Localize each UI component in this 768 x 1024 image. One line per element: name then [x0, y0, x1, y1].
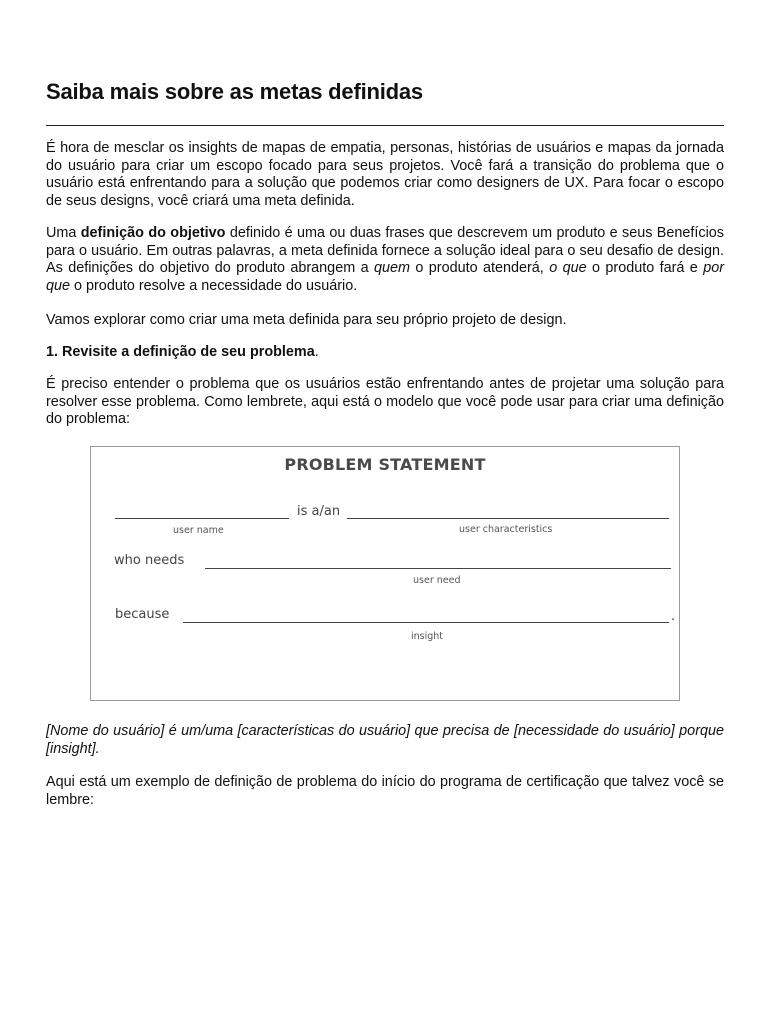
text-segment: o produto fará e: [586, 260, 704, 276]
insight-caption: insight: [411, 631, 444, 642]
italic-term: por que: [46, 260, 725, 294]
step-heading: [46, 344, 724, 362]
text-segment: o produto resolve a necessidade do usuário.: [70, 277, 358, 294]
period-mark: .: [671, 609, 676, 624]
user-need-blank: [205, 568, 671, 569]
text-segment: o produto atenderá,: [409, 260, 550, 276]
text-segment: Uma: [46, 225, 81, 241]
is-a-label: is a/an: [297, 504, 341, 519]
problem-intro-paragraph: É preciso entender o problema que os usuários estão enfrentando antes de projetar uma solução para resolver esse problema. Como lembrete, aqui está o modelo que você pode usar para criar uma definição do problema:: [46, 376, 724, 427]
user-characteristics-blank: [347, 518, 669, 519]
goal-definition-paragraph: [46, 225, 724, 295]
who-needs-label: who needs: [114, 553, 185, 568]
italic-term: o que: [549, 260, 587, 276]
template-sentence: [Nome do usuário] é um/uma [características do usuário] que precisa de [necessidade do usuário] porque [insight].: [46, 723, 724, 757]
intro-paragraph: É hora de mesclar os insights de mapas de empatia, personas, histórias de usuários e mapas da jornada do usuário para criar um escopo focado para seus projetos. Você fará a transição do problema que o usuário está enfrentando para a solução que podemos criar como designers de UX. Para focar o escopo de seus designs, você criará uma meta definida.: [46, 140, 724, 209]
step-suffix: .: [314, 344, 319, 360]
user-name-caption: user name: [173, 525, 224, 536]
step-label: 1. Revisite a definição de seu problema: [46, 344, 315, 360]
bold-term: definição do objetivo: [80, 225, 226, 241]
explore-paragraph: Vamos explorar como criar uma meta definida para seu próprio projeto de design.: [46, 312, 567, 328]
because-label: because: [115, 607, 170, 622]
user-characteristics-caption: user characteristics: [459, 524, 553, 535]
problem-statement-title: PROBLEM STATEMENT: [284, 455, 486, 474]
user-need-caption: user need: [413, 575, 461, 586]
problem-statement-template: [90, 446, 680, 701]
title-divider: [46, 125, 724, 126]
italic-term: quem: [373, 260, 410, 276]
user-name-blank: [115, 518, 289, 519]
example-intro-paragraph: Aqui está um exemplo de definição de problema do início do programa de certificação que talvez você se lembre:: [46, 774, 724, 808]
insight-blank: [183, 622, 669, 623]
page-title: Saiba mais sobre as metas definidas: [46, 79, 423, 104]
text-segment: definido é uma ou duas frases que descrevem um produto e seus Benefícios para o usuário. Em outras palavras, a meta definida fornece a solução ideal para o seu desafio de design. As definições do objetivo do produto abrangem a: [46, 225, 724, 276]
